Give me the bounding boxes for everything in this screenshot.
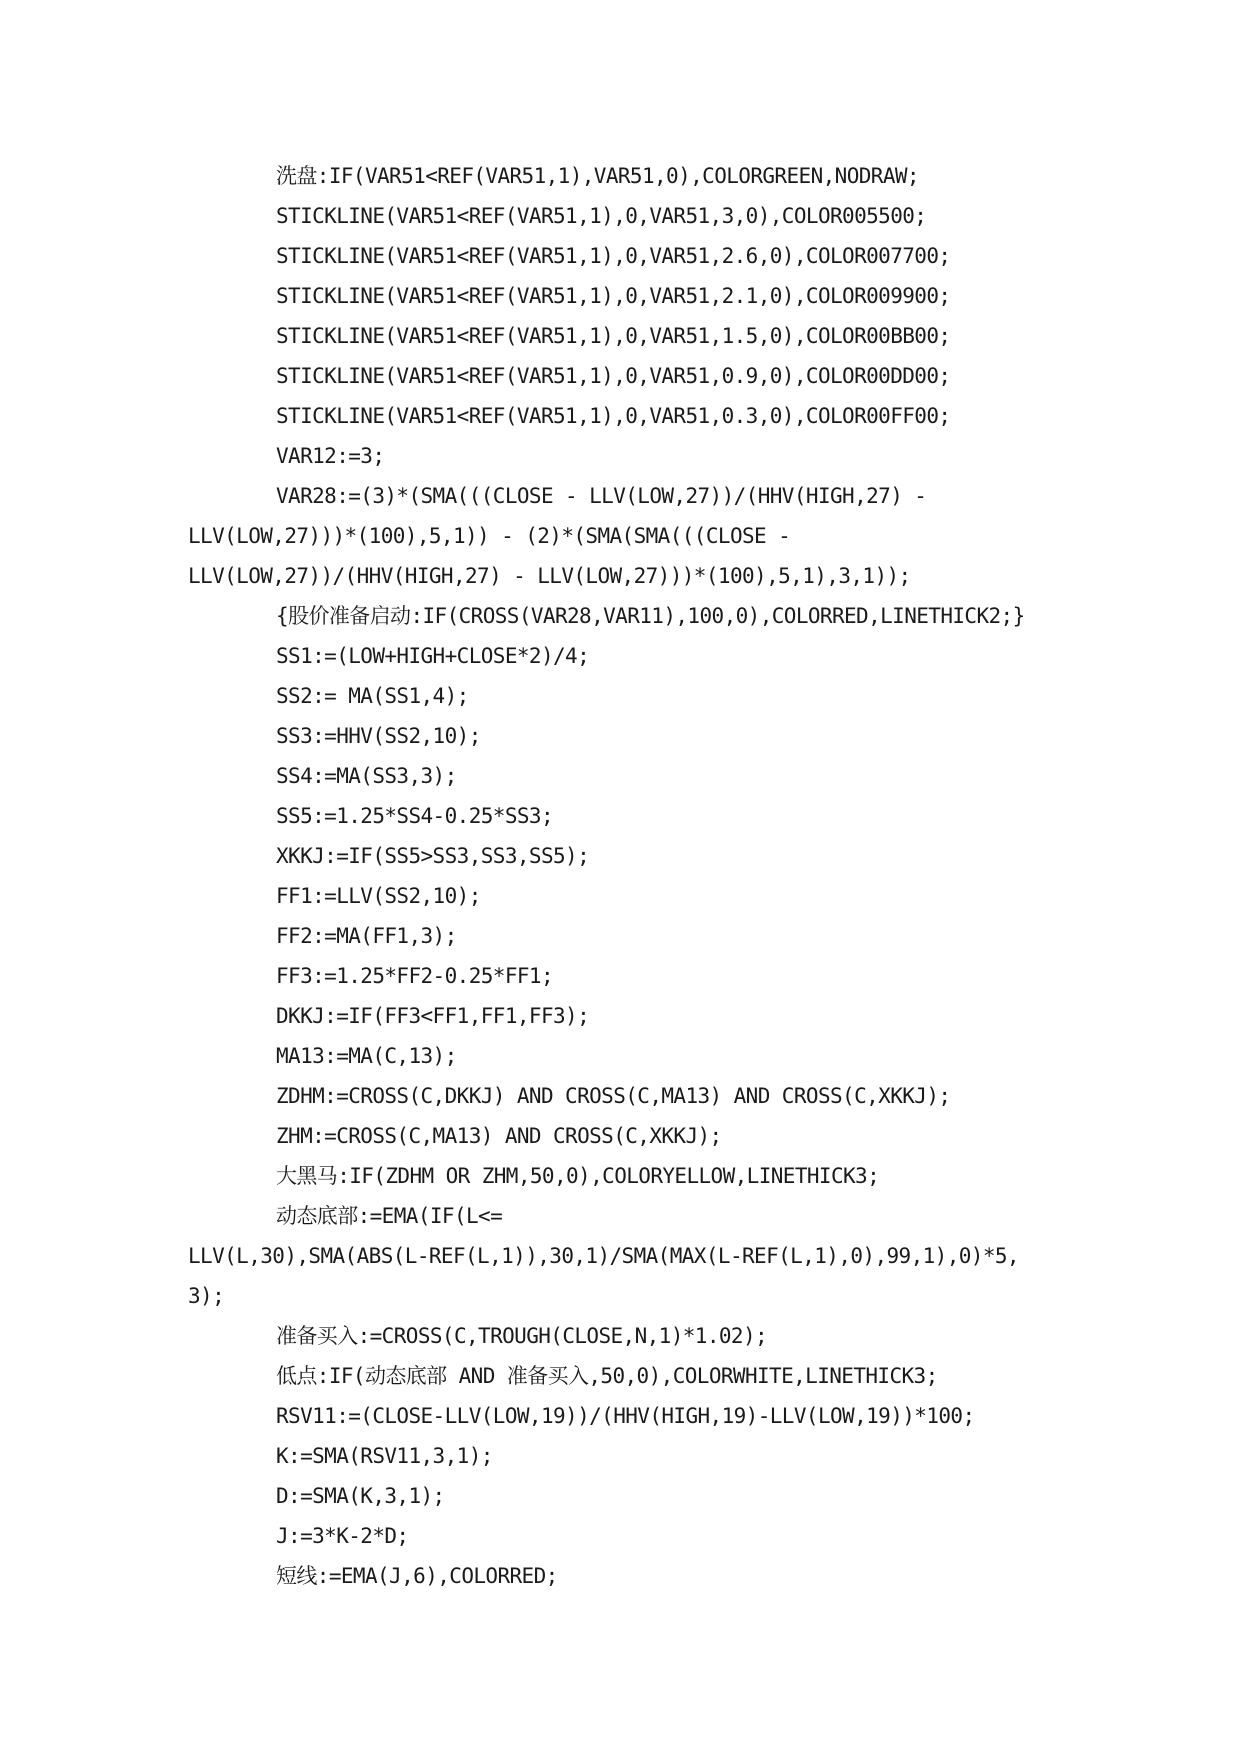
formula-code-block bbox=[188, 156, 1068, 1596]
code-line: 低点:IF(动态底部 AND 准备买入,50,0),COLORWHITE,LINETHICK3; bbox=[276, 1364, 938, 1388]
code-line: STICKLINE(VAR51<REF(VAR51,1),0,VAR51,2.1,0),COLOR009900; bbox=[276, 284, 951, 308]
code-line: FF1:=LLV(SS2,10); bbox=[276, 884, 481, 908]
code-line: ZDHM:=CROSS(C,DKKJ) AND CROSS(C,MA13) AND CROSS(C,XKKJ); bbox=[276, 1084, 951, 1108]
code-line: VAR12:=3; bbox=[276, 444, 385, 468]
code-line: STICKLINE(VAR51<REF(VAR51,1),0,VAR51,0.9,0),COLOR00DD00; bbox=[276, 364, 951, 388]
code-line: STICKLINE(VAR51<REF(VAR51,1),0,VAR51,3,0),COLOR005500; bbox=[276, 204, 927, 228]
code-line: FF3:=1.25*FF2-0.25*FF1; bbox=[276, 964, 553, 988]
code-line: 动态底部:=EMA(IF(L<= bbox=[276, 1204, 503, 1228]
code-line: SS2:= MA(SS1,4); bbox=[276, 684, 469, 708]
code-line: SS1:=(LOW+HIGH+CLOSE*2)/4; bbox=[276, 644, 590, 668]
code-line: RSV11:=(CLOSE-LLV(LOW,19))/(HHV(HIGH,19)-LLV(LOW,19))*100; bbox=[276, 1404, 975, 1428]
code-line: K:=SMA(RSV11,3,1); bbox=[276, 1444, 493, 1468]
code-line: FF2:=MA(FF1,3); bbox=[276, 924, 457, 948]
code-line: LLV(LOW,27))/(HHV(HIGH,27) - LLV(LOW,27)))*(100),5,1),3,1)); bbox=[188, 564, 911, 588]
code-line: D:=SMA(K,3,1); bbox=[276, 1484, 445, 1508]
code-line: 3); bbox=[188, 1284, 225, 1308]
code-line: {股价准备启动:IF(CROSS(VAR28,VAR11),100,0),COLORRED,LINETHICK2;} bbox=[276, 604, 1025, 628]
code-line: LLV(LOW,27)))*(100),5,1)) - (2)*(SMA(SMA(((CLOSE - bbox=[188, 524, 791, 548]
code-line: 洗盘:IF(VAR51<REF(VAR51,1),VAR51,0),COLORGREEN,NODRAW; bbox=[276, 164, 919, 188]
code-line: J:=3*K-2*D; bbox=[276, 1524, 409, 1548]
code-line: SS5:=1.25*SS4-0.25*SS3; bbox=[276, 804, 553, 828]
code-line: XKKJ:=IF(SS5>SS3,SS3,SS5); bbox=[276, 844, 590, 868]
code-line: 大黑马:IF(ZDHM OR ZHM,50,0),COLORYELLOW,LINETHICK3; bbox=[276, 1164, 880, 1188]
code-line: SS3:=HHV(SS2,10); bbox=[276, 724, 481, 748]
code-line: 准备买入:=CROSS(C,TROUGH(CLOSE,N,1)*1.02); bbox=[276, 1324, 768, 1348]
code-line: STICKLINE(VAR51<REF(VAR51,1),0,VAR51,2.6,0),COLOR007700; bbox=[276, 244, 951, 268]
code-line: MA13:=MA(C,13); bbox=[276, 1044, 457, 1068]
code-line: LLV(L,30),SMA(ABS(L-REF(L,1)),30,1)/SMA(MAX(L-REF(L,1),0),99,1),0)*5, bbox=[188, 1244, 1019, 1268]
code-line: STICKLINE(VAR51<REF(VAR51,1),0,VAR51,1.5,0),COLOR00BB00; bbox=[276, 324, 951, 348]
code-line: DKKJ:=IF(FF3<FF1,FF1,FF3); bbox=[276, 1004, 590, 1028]
code-line: SS4:=MA(SS3,3); bbox=[276, 764, 457, 788]
code-line: ZHM:=CROSS(C,MA13) AND CROSS(C,XKKJ); bbox=[276, 1124, 722, 1148]
code-line: 短线:=EMA(J,6),COLORRED; bbox=[276, 1564, 558, 1588]
code-line: STICKLINE(VAR51<REF(VAR51,1),0,VAR51,0.3,0),COLOR00FF00; bbox=[276, 404, 951, 428]
code-line: VAR28:=(3)*(SMA(((CLOSE - LLV(LOW,27))/(HHV(HIGH,27) - bbox=[276, 484, 927, 508]
